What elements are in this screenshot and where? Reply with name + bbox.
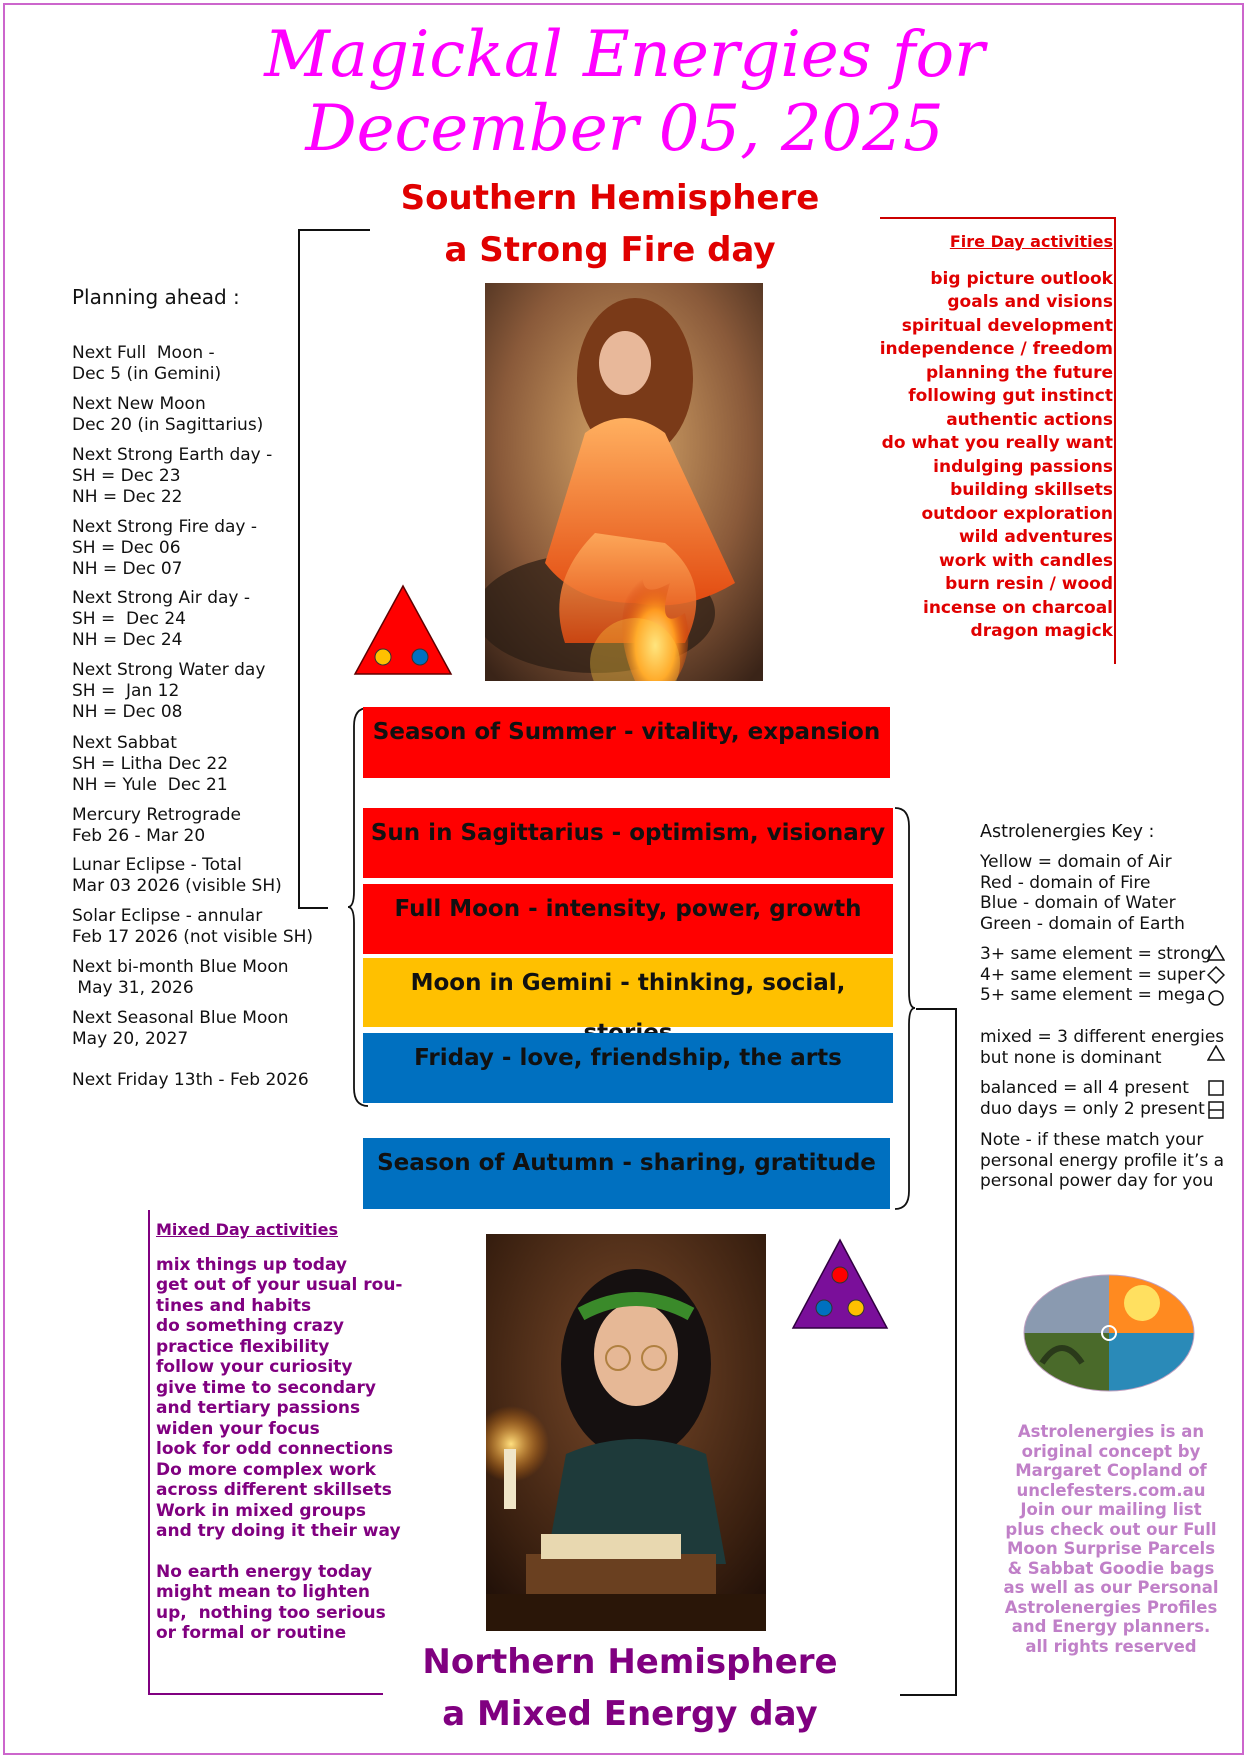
planning-item: Next Strong Earth day - SH = Dec 23 NH = Dec 22 — [72, 445, 273, 507]
fire-activity-item: spiritual development — [901, 315, 1113, 336]
fire-list-top-line — [880, 217, 1116, 219]
fire-activity-item: work with candles — [939, 550, 1113, 571]
nh-bracket-vertical — [955, 1008, 957, 1696]
season-summer-bar: Season of Summer - vitality, expansion — [363, 707, 890, 778]
fire-activity-item: do what you really want — [881, 433, 1113, 453]
weekday-bar: Friday - love, friendship, the arts — [363, 1033, 893, 1103]
planning-item: Solar Eclipse - annular Feb 17 2026 (not visible SH) — [72, 906, 314, 947]
key-strong: 3+ same element = strong — [980, 944, 1212, 964]
key-heading: Astrolenergies Key : — [980, 822, 1155, 842]
fire-activity-item: burn resin / wood — [945, 574, 1113, 594]
key-mixed — [980, 1027, 1224, 1068]
fire-activity-item: authentic actions — [946, 409, 1113, 430]
diamond-outline-icon — [1207, 966, 1225, 988]
page-title-line2: December 05, 2025 — [305, 92, 944, 166]
fire-activity-item: wild adventures — [958, 527, 1113, 547]
circle-outline-icon — [1207, 989, 1225, 1011]
fire-activity-item: goals and visions — [947, 292, 1113, 312]
fire-activity-item: building skillsets — [950, 480, 1113, 500]
planning-item: Next New Moon Dec 20 (in Sagittarius) — [72, 394, 264, 435]
mixed-activity-item: No earth energy today might mean to lighten up, nothing too serious or formal or routine — [156, 1561, 386, 1643]
fire-activity-item: outdoor exploration — [921, 503, 1113, 524]
planning-heading: Planning ahead : — [72, 285, 240, 309]
key-mixed-line1: mixed = 3 different energies — [980, 1027, 1225, 1047]
mixed-activities-heading: Mixed Day activities — [156, 1220, 339, 1239]
promo-text: Astrolenergies is an original concept by Margaret Copland of unclefesters.com.au Join our mailing list plus check out our Full Moon Surprise Parcels & Sabbat Goodie bags as well as our Personal Astrolenergies Profiles and Energy planners. all rights reserved — [1003, 1422, 1219, 1656]
mixed-list-side-line — [148, 1210, 150, 1695]
planning-item: Next Seasonal Blue Moon May 20, 2027 — [72, 1008, 289, 1049]
mixed-witch-photo — [486, 1234, 766, 1631]
right-brace — [893, 806, 917, 1211]
fire-activity-item: dragon magick — [970, 621, 1113, 641]
mixed-activity-item: get out of your usual rou- tines and habits — [156, 1275, 403, 1316]
mixed-activity-item: give time to secondary and tertiary passions — [156, 1377, 376, 1418]
bracket-vertical-line — [298, 229, 300, 909]
key-super: 4+ same element = super — [980, 964, 1206, 985]
northern-day-type: a Mixed Energy day — [442, 1694, 818, 1734]
key-duo-line: duo days = only 2 present — [980, 1098, 1205, 1119]
key-balanced — [980, 1078, 1205, 1119]
planning-item: Next Full Moon - Dec 5 (in Gemini) — [72, 343, 222, 384]
planning-item: Next Sabbat SH = Litha Dec 22 NH = Yule Dec 21 — [72, 733, 229, 795]
mixed-activity-spacer — [156, 1542, 403, 1562]
northern-hemisphere-heading: Northern Hemisphere — [422, 1642, 838, 1682]
fire-activity-item: indulging passions — [933, 456, 1113, 477]
bracket-top-line — [298, 229, 370, 231]
mixed-activity-item: Do more complex work across different skillsets — [156, 1459, 392, 1500]
planning-item: Next bi-month Blue Moon May 31, 2026 — [72, 957, 289, 998]
key-balanced-line: balanced = all 4 present — [980, 1078, 1189, 1098]
mixed-activity-item: widen your focus — [156, 1418, 320, 1439]
mixed-activity-item: mix things up today — [156, 1254, 347, 1275]
key-mega: 5+ same element = mega — [980, 985, 1206, 1005]
fire-list-side-line — [1114, 217, 1116, 664]
fire-activity-item: independence / freedom — [879, 339, 1113, 359]
mixed-activity-item: look for odd connections — [156, 1439, 394, 1459]
moon-sign-bar: Moon in Gemini - thinking, social, — [363, 958, 893, 1027]
mixed-activity-item: Work in mixed groups and try doing it their way — [156, 1500, 401, 1541]
key-color-item: Yellow = domain of Air — [980, 852, 1172, 872]
key-mixed-line2: but none is dominant — [980, 1047, 1162, 1068]
elements-logo — [1022, 1273, 1196, 1393]
triangle-outline-icon — [1207, 1045, 1225, 1065]
mixed-activity-item: follow your curiosity — [156, 1357, 353, 1377]
key-color-item: Blue - domain of Water — [980, 893, 1176, 913]
fire-activities — [880, 230, 1113, 644]
fire-activities-heading: Fire Day activities — [949, 232, 1113, 251]
mixed-triangle-icon — [790, 1237, 890, 1331]
key-note: Note - if these match your personal energy profile it’s a personal power day for you — [980, 1130, 1225, 1191]
season-autumn-bar: Season of Autumn - sharing, gratitude — [363, 1138, 890, 1209]
planning-item: Next Strong Water day SH = Jan 12 NH = Dec 08 — [72, 660, 266, 722]
planning-item: Next Friday 13th - Feb 2026 — [72, 1070, 309, 1090]
fire-activity-item: incense on charcoal — [923, 597, 1113, 618]
square-outline-icon — [1208, 1080, 1224, 1100]
mixed-activity-item: do something crazy — [156, 1316, 344, 1336]
key-color-item: Green - domain of Earth — [980, 913, 1185, 934]
sun-sign-bar: Sun in Sagittarius - optimism, visionary — [363, 808, 893, 878]
fire-activity-item: big picture outlook — [930, 268, 1113, 289]
mixed-activity-item: practice flexibility — [156, 1336, 330, 1357]
planning-item: Lunar Eclipse - Total Mar 03 2026 (visible SH) — [72, 855, 282, 896]
planning-item: Next Strong Air day - SH = Dec 24 NH = Dec 24 — [72, 588, 251, 650]
southern-hemisphere-heading: Southern Hemisphere — [400, 178, 820, 218]
fire-activity-item: following gut instinct — [908, 386, 1113, 406]
mixed-activities — [156, 1220, 403, 1644]
split-square-icon — [1208, 1101, 1224, 1123]
fire-witch-photo — [485, 283, 763, 681]
planning-item: Next Strong Fire day - SH = Dec 06 NH = Dec 07 — [72, 517, 257, 579]
key-strength-list — [980, 944, 1211, 1006]
nh-bracket-top — [916, 1008, 956, 1010]
planning-item: Mercury Retrograde Feb 26 - Mar 20 — [72, 805, 241, 846]
key-color-item: Red - domain of Fire — [980, 872, 1151, 893]
key-color-list — [980, 852, 1185, 934]
page-title-line1: Magickal Energies for — [264, 18, 985, 92]
fire-activity-item: planning the future — [925, 362, 1113, 383]
triangle-outline-icon — [1207, 945, 1225, 965]
fire-triangle-icon — [352, 583, 454, 677]
southern-day-type: a Strong Fire day — [444, 230, 776, 270]
moon-phase-bar: Full Moon - intensity, power, growth — [363, 884, 893, 954]
